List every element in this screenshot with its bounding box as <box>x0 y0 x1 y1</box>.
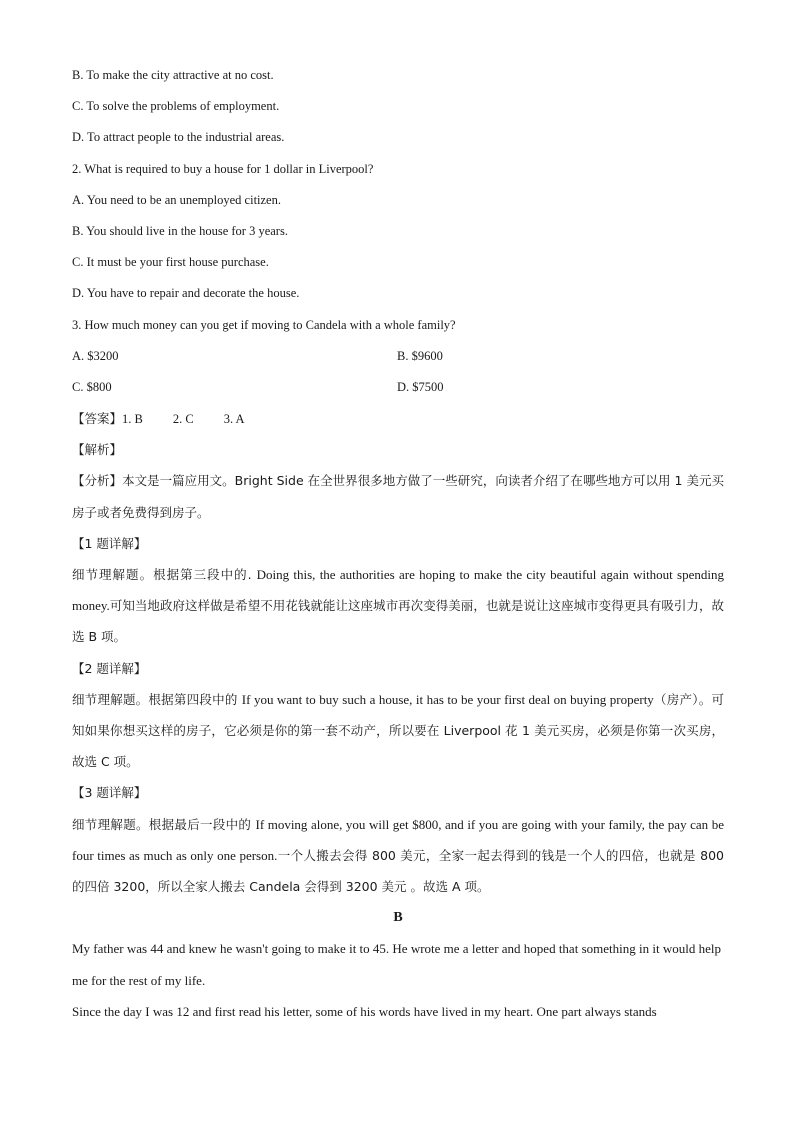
q3-options-row-1 <box>72 341 724 372</box>
detail-2-text: 细节理解题。根据第四段中的 If you want to buy such a house, it has to be your first deal on buying property（房产）。可知如果你想买这样的房子，它必须是你的第一套不动产，所以要在 Liverpool 花 1 美元买房，必须是你第一次买房，故选 C 项。 <box>72 691 724 770</box>
document-page <box>72 60 724 1027</box>
q3-option-d: D. $7500 <box>397 379 444 394</box>
q3-option-a: A. $3200 <box>72 348 119 363</box>
passage-b-paragraph-2: Since the day I was 12 and first read his letter, some of his words have lived in my heart. One part always stands <box>72 1003 657 1019</box>
detail-3-heading: 【3 题详解】 <box>72 785 147 801</box>
passage-b-paragraph-1: My father was 44 and knew he wasn't going to make it to 45. He wrote me a letter and hoped that something in it would help me for the rest of my life. <box>72 941 721 988</box>
q1-option-b: B. To make the city attractive at no cost. <box>72 68 274 82</box>
q2-option-c: C. It must be your first house purchase. <box>72 255 269 270</box>
detail-2-heading: 【2 题详解】 <box>72 660 147 676</box>
answer-label: 【答案】 <box>72 411 123 427</box>
analysis-heading: 【解析】 <box>72 442 123 458</box>
q2-option-b: B. You should live in the house for 3 years. <box>72 223 288 238</box>
section-b-title: B <box>393 910 403 926</box>
q2-option-a: A. You need to be an unemployed citizen. <box>72 192 281 207</box>
analysis-label: 【分析】 <box>72 473 123 489</box>
q3-option-b: B. $9600 <box>397 348 443 363</box>
detail-1-heading: 【1 题详解】 <box>72 535 147 551</box>
answer-2: 2. C <box>172 412 194 427</box>
answer-3: 3. A <box>223 412 245 427</box>
q1-option-c: C. To solve the problems of employment. <box>72 99 280 114</box>
analysis-summary <box>72 465 724 527</box>
q2-stem: 2. What is required to buy a house for 1 dollar in Liverpool? <box>72 161 374 176</box>
q3-stem: 3. How much money can you get if moving to Candela with a whole family? <box>72 317 456 332</box>
detail-1-text: 细节理解题。根据第三段中的. Doing this, the authorities are hoping to make the city beautiful again without spending money.可知当地政府这样做是希望不用花钱就能让这座城市再次变得美丽，也就是说让这座城市变得更具有吸引力，故选 B 项。 <box>72 567 724 645</box>
q3-option-c: C. $800 <box>72 379 112 394</box>
answer-1: 1. B <box>122 412 143 427</box>
q2-option-d: D. You have to repair and decorate the house. <box>72 286 300 301</box>
analysis-text: 本文是一篇应用文。Bright Side 在全世界很多地方做了一些研究，向读者介绍了在哪些地方可以用 1 美元买房子或者免费得到房子。 <box>72 473 724 520</box>
answer-line <box>72 403 724 434</box>
detail-3-text: 细节理解题。根据最后一段中的 If moving alone, you will get $800, and if you are going with your family, the pay can be four times as much as only one person.一个人搬去会得 800 美元，全家一起去得到的钱是一个人的四倍，也就是 800 的四倍 3200，所以全家人搬去 Candela 会得到 3200 美元 。故选 A 项。 <box>72 816 724 895</box>
q3-options-row-2 <box>72 372 724 403</box>
q1-option-d: D. To attract people to the industrial areas. <box>72 130 285 145</box>
